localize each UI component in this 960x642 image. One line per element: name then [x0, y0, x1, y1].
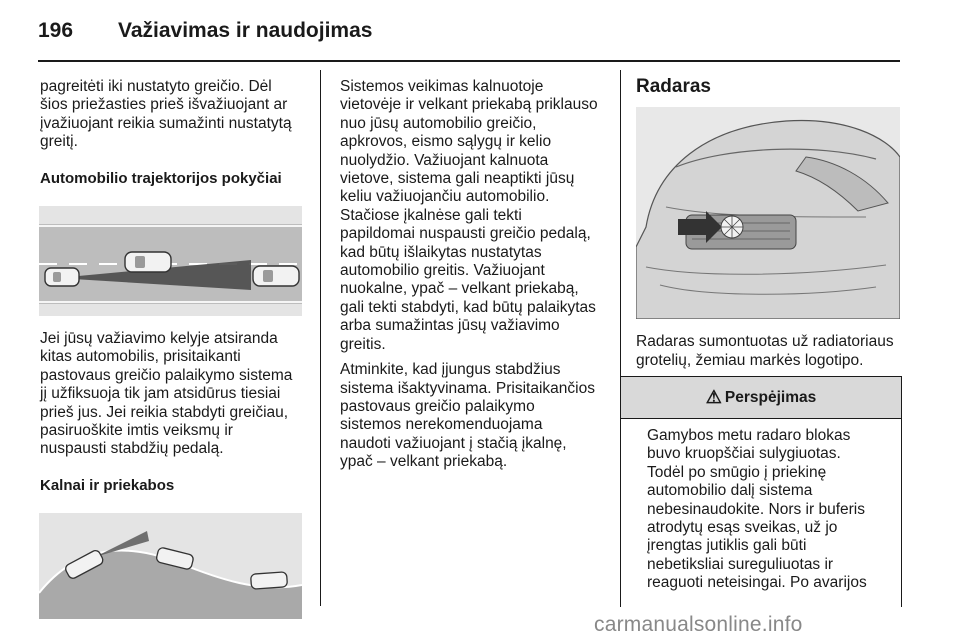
hills-illustration	[39, 513, 302, 619]
warning-text: Gamybos metu radaro blokas buvo kruopščiai sulygiuotas. Todėl po smūgio į priekinę automobilio dalį sistema nebesinaudokite. Nors ir buferis atrodytų esąs sveikas, už jo įrengtas jutiklis gali būti nebetiksliai sureguliuotas ir reaguoti neteisingai. Po avarijos	[647, 427, 867, 592]
radar-paragraph: Radaras sumontuotas už radiatoriaus grotelių, žemiau markės logotipo.	[636, 333, 894, 369]
warning-header	[621, 377, 901, 419]
watermark: carmanualsonline.info	[594, 613, 803, 636]
header-rule	[38, 60, 900, 62]
warning-triangle-icon: ⚠	[705, 387, 722, 407]
warning-box	[620, 376, 902, 607]
section-heading-radar: Radaras	[636, 76, 711, 97]
page-title: Važiavimas ir naudojimas	[118, 19, 373, 42]
column-divider-left	[320, 70, 321, 606]
trajectory-diagram	[39, 206, 302, 316]
column-2	[340, 78, 610, 472]
car-front-radar-diagram	[636, 107, 900, 319]
column-3	[636, 78, 904, 370]
intro-paragraph: pagreitėti iki nustatyto greičio. Dėl šios priežasties prieš išvažiuojant ar įvažiuojant reikia sumažinti nustatytą greitį.	[40, 78, 292, 151]
trajectory-paragraph: Jei jūsų važiavimo kelyje atsiranda kitas automobilis, prisitaikanti pastovaus greičio palaikymo sistema jį užfiksuoja tik jam atsidūrus tiesiai prieš jus. Jei reikia stabdyti greičiau, pasiruoškite imtis veiksmų ir nuspausti stabdžių pedalą.	[40, 330, 293, 458]
page-number: 196	[38, 19, 74, 42]
trajectory-illustration	[39, 206, 302, 316]
hills-diagram	[39, 513, 302, 619]
warning-title: Perspėjimas	[724, 388, 817, 406]
column-1	[40, 78, 306, 619]
subhead-hills: Kalnai ir priekabos	[40, 476, 175, 494]
brake-paragraph: Atminkite, kad įjungus stabdžius sistema išaktyvinama. Prisitaikančios pastovaus greičio palaikymo sistemos nerekomenduojama naudoti važiuojant į stačią įkalnę, ypač – velkant priekabą.	[340, 361, 595, 471]
hills-paragraph: Sistemos veikimas kalnuotoje vietovėje ir velkant priekabą priklauso nuo jūsų automobilio greičio, apkrovos, eismo sąlygų ir kelio nuolydžio. Važiuojant kalnuota vietove, sistema gali neaptikti jūsų keliu važiuojančiu automobilio. Stačiose įkalnėse gali tekti papildomai nuspausti greičio pedalą, kad būtų išlaikytas nustatytas automobilio greitis. Važiuojant nuokalne, ypač – velkant priekabą, gali tekti stabdyti, kad būtų palaikytas arba sumažintas jūsų važiavimo greitis.	[340, 78, 598, 353]
subhead-trajectory: Automobilio trajektorijos pokyčiai	[40, 169, 282, 187]
radar-illustration	[636, 107, 900, 319]
